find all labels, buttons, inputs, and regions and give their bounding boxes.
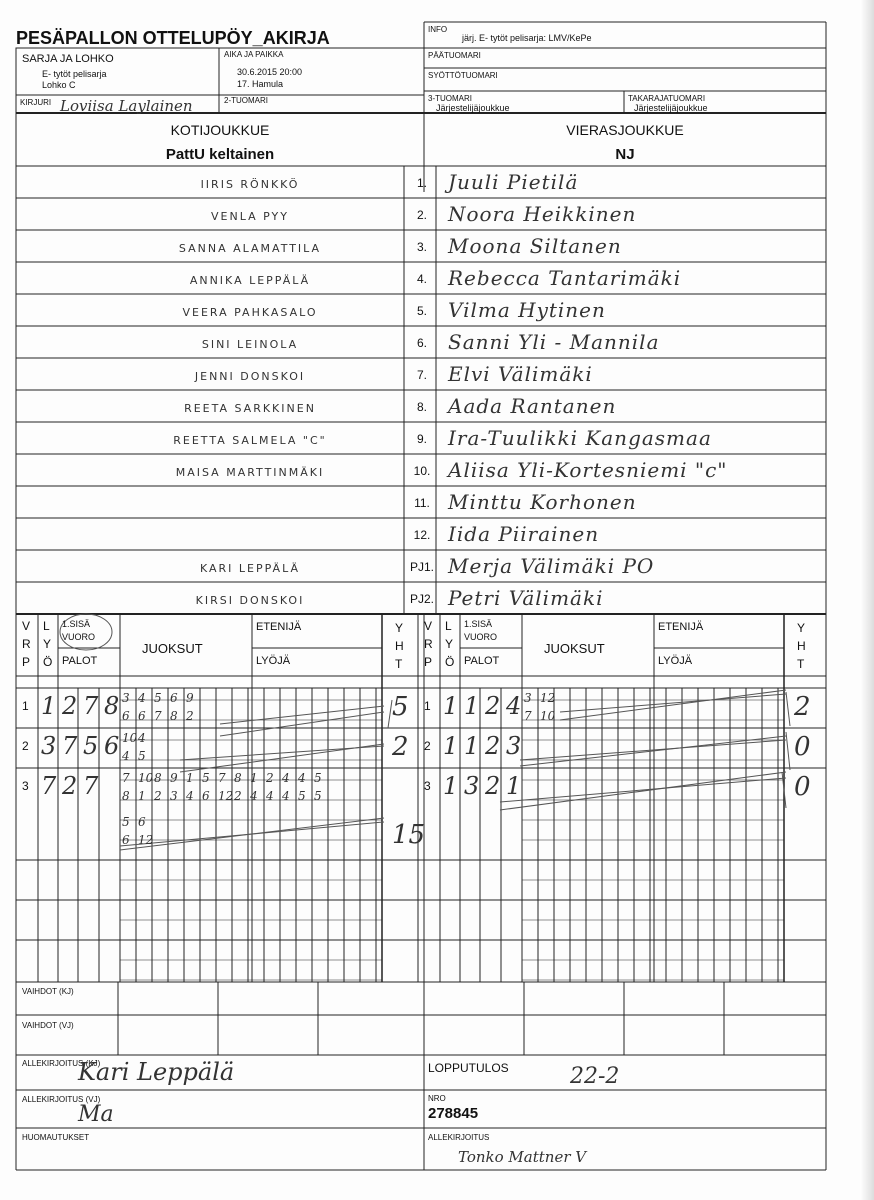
inning-number: 2	[22, 739, 29, 753]
home-player-name: MAISA MARTTINMÄKI	[175, 466, 325, 479]
inning-number: 3	[22, 779, 29, 793]
allekirjoitus-value: Tonko Mattner V	[458, 1148, 587, 1166]
away-player-name: Noora Heikkinen	[448, 202, 637, 226]
away-player-name: Ira-Tuulikki Kangasmaa	[448, 426, 712, 450]
run-value: 9	[170, 771, 178, 785]
away-player-name: Sanni Yli - Mannila	[448, 330, 660, 354]
nro-label: NRO	[428, 1094, 446, 1103]
roster-number: 10.	[413, 464, 431, 478]
header-lyoja: LYÖJÄ	[658, 655, 693, 667]
sarja-value-1: E- tytöt pelisarja	[42, 69, 107, 79]
header-y: Y	[43, 637, 52, 651]
page-edge-shadow	[860, 0, 874, 1200]
header-r: R	[22, 637, 31, 651]
run-value: 4	[266, 789, 274, 803]
inning-number: 1	[22, 699, 29, 713]
home-player-name: KARI LEPPÄLÄ	[199, 562, 300, 575]
inning-lyo: 7	[41, 772, 57, 800]
away-player-name: Merja Välimäki PO	[448, 554, 655, 578]
away-team-name: NJ	[615, 146, 635, 163]
run-value: 7	[122, 771, 130, 785]
header-p: P	[22, 655, 31, 669]
vaihdot-vj-label: VAIHDOT (VJ)	[22, 1021, 74, 1030]
run-value: 2	[154, 789, 162, 803]
inning-lyo: 3	[41, 732, 57, 760]
run-value: 8	[122, 789, 130, 803]
home-player-name: SANNA ALAMATTILA	[178, 242, 322, 255]
inning-total: 0	[794, 772, 811, 802]
palot-value: 7	[83, 692, 99, 720]
run-value: 5	[298, 789, 306, 803]
run-value: 4	[282, 789, 290, 803]
home-player-name: SINI LEINOLA	[201, 338, 299, 351]
away-player-name: Elvi Välimäki	[448, 362, 593, 386]
home-player-name: REETTA SALMELA "C"	[173, 434, 327, 447]
home-player-name: REETA SARKKINEN	[184, 402, 316, 415]
allekirjoitus-kj-value: Kari Leppälä	[78, 1058, 235, 1086]
run-value: 6	[170, 691, 178, 705]
away-player-name: Iida Piirainen	[448, 522, 600, 546]
run-value: 5	[138, 749, 146, 763]
aika-value-1: 30.6.2015 20:00	[237, 67, 303, 77]
away-player-name: Rebecca Tantarimäki	[448, 266, 682, 290]
roster-number: 2.	[416, 208, 427, 222]
run-value: 6	[202, 789, 210, 803]
roster-number: 12.	[413, 528, 431, 542]
tuomari3-label: 3-TUOMARI	[428, 94, 472, 103]
away-player-name: Petri Välimäki	[448, 586, 604, 610]
run-value: 10	[122, 731, 138, 745]
away-team-label: VIERASJOUKKUE	[566, 122, 684, 138]
roster-number: 6.	[416, 336, 427, 350]
palot-value: 2	[485, 732, 501, 760]
header-p: P	[424, 655, 433, 669]
home-team-name: PattU keltainen	[165, 146, 275, 163]
run-value: 4	[186, 789, 194, 803]
header-yht-y: Y	[395, 621, 404, 635]
info-value: järj. E- tytöt pelisarja: LMV/KePe	[462, 33, 592, 43]
home-player-name: VEERA PAHKASALO	[182, 306, 318, 319]
vaihdot-kj-label: VAIHDOT (KJ)	[22, 987, 74, 996]
palot-value: 7	[83, 772, 99, 800]
run-value: 6	[122, 833, 130, 847]
info-label: INFO	[428, 25, 448, 34]
allekirjoitus-vj-label: ALLEKIRJOITUS (VJ)	[22, 1095, 101, 1104]
run-value: 3	[122, 691, 130, 705]
header-o: Ö	[445, 655, 455, 669]
inning-lyo: 1	[443, 772, 459, 800]
lopputulos-value: 22-2	[570, 1064, 620, 1089]
run-value: 6	[138, 709, 146, 723]
palot-value: 1	[506, 772, 522, 800]
run-value: 1	[250, 771, 258, 785]
header-l: L	[445, 619, 452, 633]
header-palot: PALOT	[464, 655, 500, 667]
inning-total: 5	[392, 692, 409, 722]
header-etenija: ETENIJÄ	[256, 621, 302, 633]
run-value: 4	[122, 749, 130, 763]
aika-value-2: 17. Hamula	[237, 79, 284, 89]
tuomari2-label: 2-TUOMARI	[224, 96, 268, 105]
roster-number: PJ2.	[409, 592, 434, 606]
palot-value: 3	[464, 772, 480, 800]
tuomari3-value: Järjestelijäjoukkue	[436, 103, 510, 113]
home-player-name: ANNIKA LEPPÄLÄ	[189, 274, 311, 287]
header-vuoro: VUORO	[62, 632, 96, 642]
sheet-title: PESÄPALLON OTTELUPÖY_AKIRJA	[16, 28, 330, 48]
inning-total: 0	[794, 732, 811, 762]
run-value: 8	[234, 771, 242, 785]
header-v: V	[22, 619, 31, 633]
header-yht-t: T	[797, 657, 805, 671]
header-lyoja: LYÖJÄ	[256, 655, 291, 667]
header-yht-h: H	[395, 639, 404, 653]
aika-label: AIKA JA PAIKKA	[224, 50, 284, 59]
run-value: 4	[298, 771, 306, 785]
header-y: Y	[445, 637, 454, 651]
palot-value: 4	[506, 692, 522, 720]
run-value: 4	[138, 731, 146, 745]
header-etenija: ETENIJÄ	[658, 621, 704, 633]
palot-value: 8	[104, 692, 120, 720]
palot-value: 1	[464, 732, 480, 760]
paatuomari-label: PÄÄTUOMARI	[428, 51, 481, 60]
header-palot: PALOT	[62, 655, 98, 667]
inning-total: 15	[392, 820, 426, 850]
away-player-name: Moona Siltanen	[448, 234, 622, 258]
run-value: 3	[170, 789, 178, 803]
roster-number: 5.	[416, 304, 427, 318]
run-value: 1	[138, 789, 146, 803]
away-player-name: Vilma Hytinen	[448, 298, 606, 322]
palot-value: 7	[62, 732, 78, 760]
run-value: 5	[314, 771, 322, 785]
header-yht-y: Y	[797, 621, 806, 635]
home-player-name: VENLA PYY	[211, 210, 289, 223]
huomautukset-label: HUOMAUTUKSET	[22, 1133, 90, 1142]
home-player-name: IIRIS RÖNKKÖ	[200, 178, 300, 191]
allekirjoitus-kj-label: ALLEKIRJOITUS (KJ)	[22, 1059, 101, 1068]
home-team-label: KOTIJOUKKUE	[170, 122, 270, 138]
inning-number: 1	[424, 699, 431, 713]
palot-value: 3	[506, 732, 522, 760]
inning-number: 2	[424, 739, 431, 753]
takaraja-label: TAKARAJATUOMARI	[628, 94, 706, 103]
header-r: R	[424, 637, 433, 651]
header-o: Ö	[43, 655, 53, 669]
palot-value: 2	[485, 772, 501, 800]
run-value: 1	[186, 771, 194, 785]
inning-total: 2	[392, 732, 409, 762]
roster-number: 4.	[416, 272, 427, 286]
kirjuri-value: Loviisa Laylainen	[60, 97, 193, 115]
run-value: 8	[170, 709, 178, 723]
roster-number: 11.	[414, 496, 430, 510]
header-yht-t: T	[395, 657, 403, 671]
run-value: 12	[218, 789, 234, 803]
away-player-name: Aada Rantanen	[448, 394, 617, 418]
palot-value: 2	[62, 772, 78, 800]
inning-number: 3	[424, 779, 431, 793]
run-value: 8	[154, 771, 162, 785]
sarja-label: SARJA JA LOHKO	[22, 53, 114, 65]
home-player-name: JENNI DONSKOI	[194, 370, 306, 383]
palot-value: 6	[104, 732, 120, 760]
header-juoksut: JUOKSUT	[142, 641, 203, 656]
roster-number: 9.	[416, 432, 427, 446]
header-v: V	[424, 619, 433, 633]
run-value: 9	[186, 691, 194, 705]
kirjuri-label: KIRJURI	[20, 98, 52, 107]
palot-value: 5	[83, 732, 99, 760]
run-value: 2	[266, 771, 274, 785]
away-player-name: Juuli Pietilä	[448, 170, 579, 194]
roster-number: PJ1.	[409, 560, 434, 574]
header-yht-h: H	[797, 639, 806, 653]
away-player-name: Minttu Korhonen	[448, 490, 637, 514]
allekirjoitus-vj-value: Ma	[78, 1102, 114, 1127]
takaraja-value: Järjestelijäjoukkue	[634, 103, 708, 113]
run-value: 3	[524, 691, 532, 705]
run-value: 12	[138, 833, 154, 847]
run-value: 6	[122, 709, 130, 723]
inning-lyo: 1	[443, 732, 459, 760]
palot-value: 2	[62, 692, 78, 720]
run-value: 12	[540, 691, 556, 705]
run-value: 2	[234, 789, 242, 803]
header-l: L	[43, 619, 50, 633]
run-value: 7	[218, 771, 226, 785]
roster-number: 1.	[416, 176, 427, 190]
palot-value: 1	[464, 692, 480, 720]
nro-value: 278845	[428, 1105, 479, 1122]
run-value: 2	[186, 709, 194, 723]
run-value: 7	[524, 709, 532, 723]
run-value: 10	[138, 771, 154, 785]
sarja-value-2: Lohko C	[42, 80, 76, 90]
away-player-name: Aliisa Yli-Kortesniemi "c"	[448, 458, 728, 482]
header-juoksut: JUOKSUT	[544, 641, 605, 656]
syottotuomari-label: SYÖTTÖTUOMARI	[428, 71, 498, 80]
run-value: 10	[540, 709, 556, 723]
run-value: 5	[122, 815, 130, 829]
run-value: 5	[314, 789, 322, 803]
run-value: 6	[138, 815, 146, 829]
run-value: 4	[138, 691, 146, 705]
roster-number: 7.	[416, 368, 427, 382]
roster-number: 8.	[416, 400, 427, 414]
header-vuoro: VUORO	[464, 632, 498, 642]
roster-number: 3.	[416, 240, 427, 254]
header-sisa: 1.SISÄ	[62, 619, 91, 629]
inning-lyo: 1	[443, 692, 459, 720]
run-value: 7	[154, 709, 162, 723]
run-value: 5	[154, 691, 162, 705]
home-player-name: KIRSI DONSKOI	[195, 594, 305, 607]
palot-value: 2	[485, 692, 501, 720]
run-value: 4	[250, 789, 258, 803]
run-value: 5	[202, 771, 210, 785]
header-sisa: 1.SISÄ	[464, 619, 493, 629]
run-value: 4	[282, 771, 290, 785]
inning-total: 2	[794, 692, 811, 722]
allekirjoitus-label: ALLEKIRJOITUS	[428, 1133, 490, 1142]
inning-lyo: 1	[41, 692, 57, 720]
lopputulos-label: LOPPUTULOS	[428, 1061, 509, 1075]
